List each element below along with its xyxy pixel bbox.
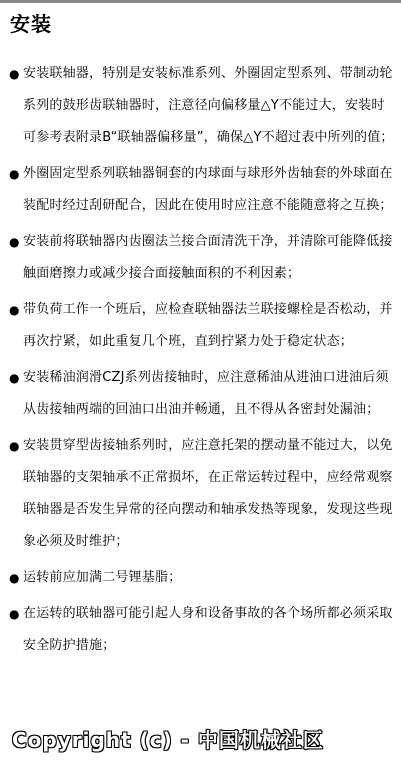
- bullet-icon: ●: [9, 303, 20, 317]
- bullet-icon: ●: [9, 167, 20, 181]
- list-item: [0, 58, 401, 154]
- installation-notes-list: [0, 58, 401, 666]
- list-item-text: 在运转的联轴器可能引起人身和设备事故的各个场所都必须采取安全防护措施；: [23, 606, 393, 653]
- bullet-icon: ●: [9, 371, 20, 385]
- list-item-text: 运转前应加满二号锂基脂；: [23, 570, 182, 585]
- list-item: [0, 158, 401, 222]
- list-item-text: 安装贯穿型齿接轴系列时，应注意托架的摆动量不能过大，以免联轴器的支架轴承不正常损坏，在正常运转过程中，应经常观察联轴器是否发生异常的径向摆动和轴承发热等现象，发现这些现象必须及时维护；: [23, 438, 393, 549]
- copyright-watermark: Copyright (c) - 中国机械社区: [12, 728, 324, 752]
- list-item: [0, 294, 401, 358]
- list-item-text: 安装联轴器，特别是安装标准系列、外圈固定型系列、带制动轮系列的鼓形齿联轴器时，注意径向偏移量△Y不能过大，安装时可参考表附录B“联轴器偏移量”，确保△Y不超过表中所列的值；: [23, 66, 394, 145]
- top-divider: [0, 0, 401, 3]
- section-title: 安装: [10, 12, 52, 36]
- list-item-text: 安装稀油润滑CZJ系列齿接轴时，应注意稀油从进油口进油后须从齿接轴两端的回油口出油并畅通，且不得从各密封处漏油；: [23, 370, 389, 417]
- list-item: [0, 562, 401, 594]
- bullet-icon: ●: [9, 607, 20, 621]
- list-item: [0, 362, 401, 426]
- list-item: [0, 430, 401, 558]
- bullet-icon: ●: [9, 235, 20, 249]
- bullet-icon: ●: [9, 67, 20, 81]
- list-item-text: 外圈固定型系列联轴器铜套的内球面与球形外齿轴套的外球面在装配时经过刮研配合，因此在使用时应注意不能随意将之互换；: [23, 166, 393, 213]
- list-item-text: 带负荷工作一个班后，应检查联轴器法兰联接螺栓是否松动，并再次拧紧，如此重复几个班，直到拧紧力处于稳定状态；: [23, 302, 393, 349]
- list-item: [0, 226, 401, 290]
- bullet-icon: ●: [9, 439, 20, 453]
- bullet-icon: ●: [9, 571, 20, 585]
- list-item-text: 安装前将联轴器内齿圈法兰接合面清洗干净，并清除可能降低接触面磨擦力或减少接合面接触面积的不利因素；: [23, 234, 393, 281]
- list-item: [0, 598, 401, 662]
